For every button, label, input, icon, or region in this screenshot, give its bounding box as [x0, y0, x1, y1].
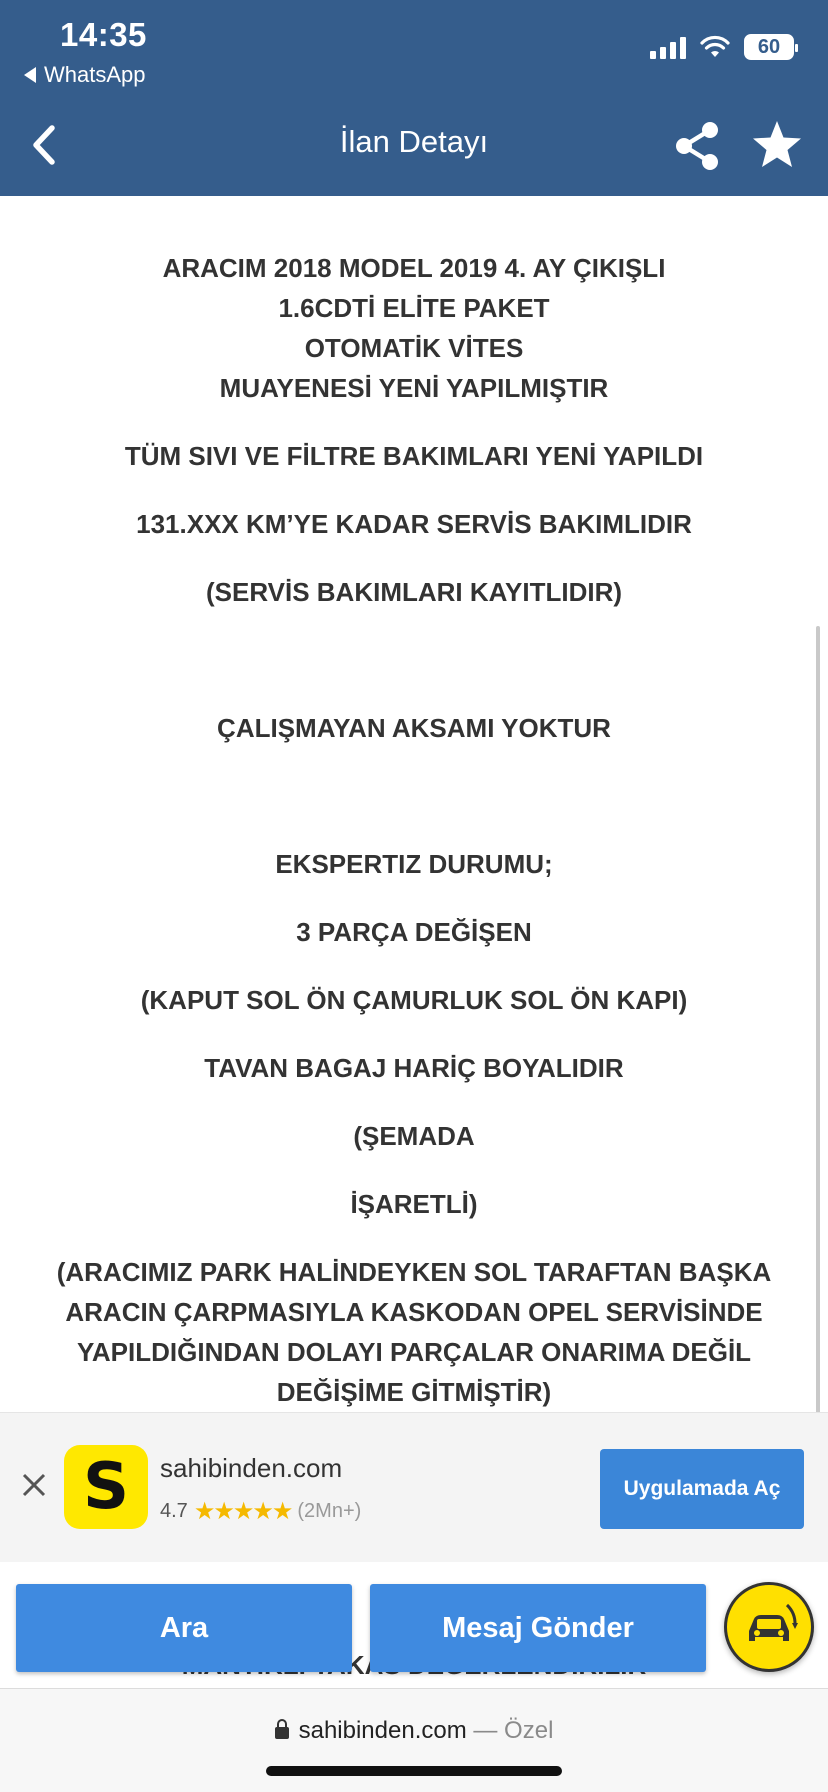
app-name: sahibinden.com [160, 1453, 343, 1483]
description-line: EKSPERTIZ DURUMU; [275, 849, 553, 879]
home-indicator[interactable] [266, 1766, 562, 1776]
back-to-app-link[interactable] [24, 62, 146, 88]
bottom-actions [0, 1562, 828, 1688]
car-icon [737, 1595, 801, 1659]
description-line: TAKAS [313, 1650, 401, 1680]
description-line: ÇALIŞMAYAN AKSAMI YOKTUR [217, 713, 611, 743]
send-message-button[interactable]: Mesaj Gönder [370, 1584, 706, 1672]
description-line: (ŞEMADA [353, 1121, 475, 1151]
close-icon[interactable] [20, 1471, 48, 1499]
url-text [0, 1717, 828, 1745]
description-line: (KAPUT SOL ÖN ÇAMURLUK SOL ÖN KAPI) [140, 985, 688, 1015]
back-triangle-icon [24, 67, 36, 83]
description-line: 3 PARÇA DEĞİŞEN [296, 917, 532, 947]
review-count: (2Mn+) [297, 1500, 362, 1522]
description-line: YAPILDIĞINDAN DOLAYI PARÇALAR ONARIMA DEĞİL [76, 1337, 752, 1367]
cellular-signal-icon [650, 35, 686, 59]
url-domain: sahibinden.com [298, 1717, 467, 1744]
browser-url-bar[interactable] [0, 1688, 828, 1792]
battery-icon: 60 [744, 34, 794, 60]
rating-value: 4.7 [160, 1500, 188, 1522]
description-line: İŞARETLİ) [350, 1189, 478, 1219]
page-title: İlan Detayı [339, 124, 489, 159]
description-line: OTOMATİK VİTES [304, 333, 524, 363]
back-app-label: WhatsApp [44, 62, 146, 87]
status-icons [650, 34, 794, 60]
app-logo: S [64, 1445, 148, 1529]
url-separator: — [473, 1717, 498, 1744]
description-line: 131.XXX KM’YE KADAR SERVİS BAKIMLIDIR [136, 509, 692, 539]
app-rating [160, 1497, 361, 1526]
open-in-app-button[interactable]: Uygulamada Aç [600, 1449, 804, 1529]
share-icon[interactable] [672, 120, 722, 172]
description-line: TÜM SIVI VE FİLTRE BAKIMLARI YENİ YAPILDI [124, 441, 704, 471]
description-line: TAVAN BAGAJ HARİÇ BOYALIDIR [204, 1053, 624, 1083]
wifi-icon [700, 35, 730, 59]
description-line: ARACIM 2018 MODEL 2019 4. AY ÇIKIŞLI [162, 253, 666, 283]
top-bar [0, 0, 828, 196]
lock-icon [275, 1727, 289, 1739]
description-line: ARACIN ÇARPMASIYLA KASKODAN OPEL SERVİSİNDE [65, 1297, 763, 1327]
rating-stars-icon: ★★★★★ [193, 1498, 292, 1525]
status-time: 14:35 [60, 16, 147, 53]
description-line: (SERVİS BAKIMLARI KAYITLIDIR) [205, 577, 623, 607]
listing-description [0, 196, 828, 1412]
description-line: MUAYENESİ YENİ YAPILMIŞTIR [219, 373, 609, 403]
app-install-banner [0, 1412, 828, 1562]
scrollbar[interactable] [816, 626, 820, 1476]
description-line: (ARACIMIZ PARK HALİNDEYKEN SOL TARAFTAN BAŞKA [56, 1257, 772, 1287]
description-line: 1.6CDTİ ELİTE PAKET [278, 293, 550, 323]
call-button[interactable]: Ara [16, 1584, 352, 1672]
private-mode-label: Özel [504, 1717, 554, 1744]
car-assistant-button[interactable] [724, 1582, 814, 1672]
description-line: DEĞİŞİME GİTMİŞTİR) [276, 1377, 552, 1407]
favorite-star-icon[interactable] [750, 118, 804, 172]
